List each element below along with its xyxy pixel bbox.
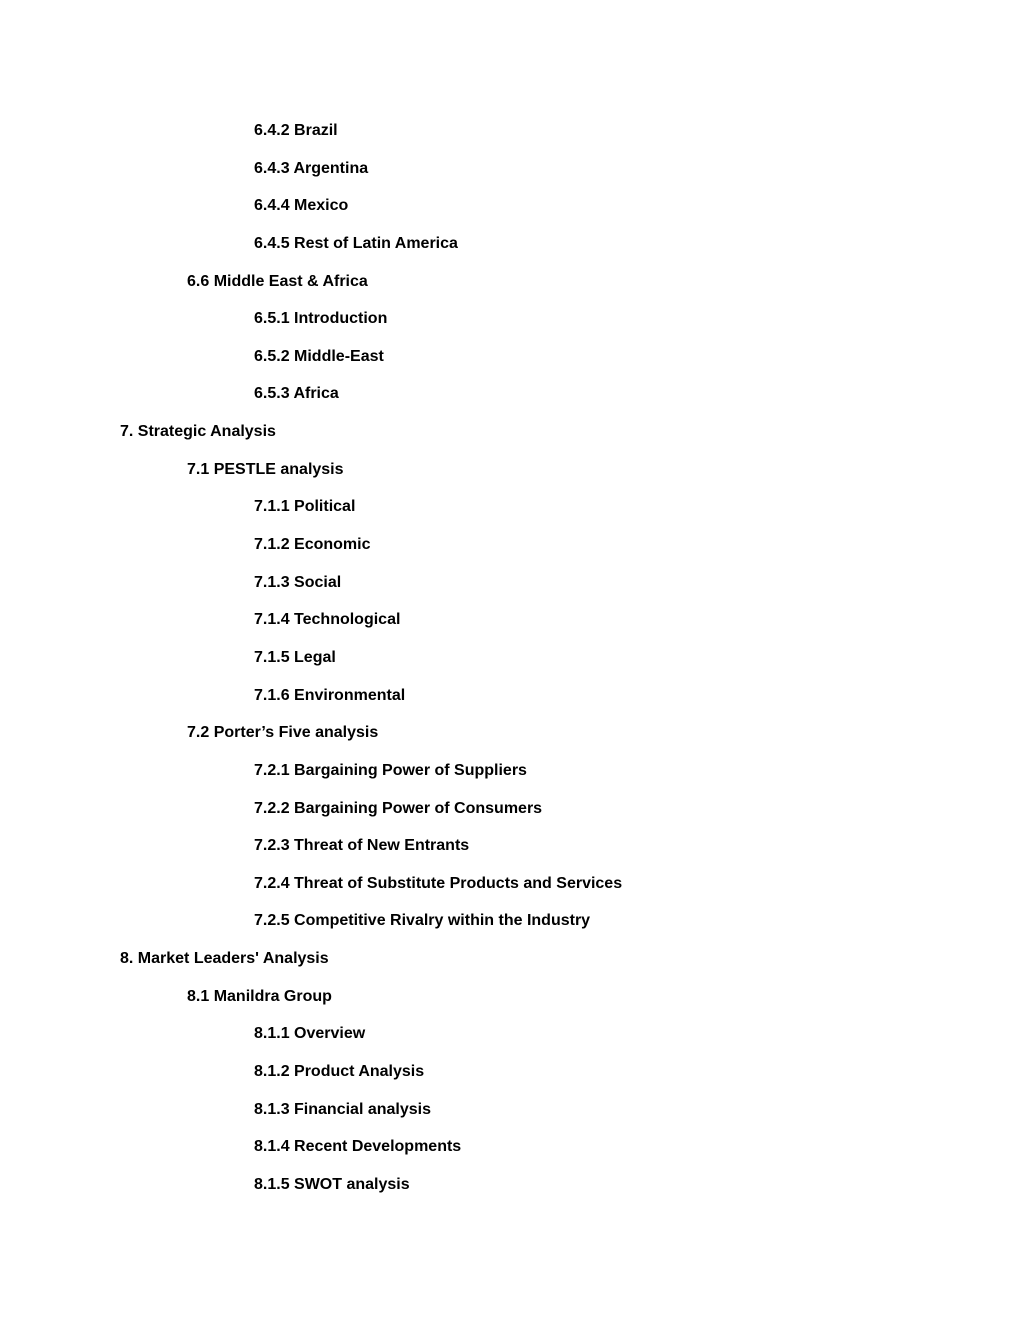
toc-entry-8-1-5: 8.1.5 SWOT analysis — [254, 1175, 410, 1193]
toc-entry-8-1-1: 8.1.1 Overview — [254, 1025, 366, 1043]
toc-entry-7-1-4: 7.1.4 Technological — [254, 611, 401, 629]
toc-entry-7-2-3: 7.2.3 Threat of New Entrants — [254, 837, 470, 855]
toc-entry-8: 8. Market Leaders' Analysis — [120, 950, 329, 968]
toc-entry-7-2-2: 7.2.2 Bargaining Power of Consumers — [254, 799, 543, 817]
toc-entry-8-1-2: 8.1.2 Product Analysis — [254, 1063, 425, 1081]
toc-entry-7-1: 7.1 PESTLE analysis — [187, 460, 344, 478]
toc-entry-8-1: 8.1 Manildra Group — [187, 987, 332, 1005]
toc-entry-6-4-3: 6.4.3 Argentina — [254, 159, 369, 177]
toc-entry-8-1-4: 8.1.4 Recent Developments — [254, 1138, 462, 1156]
toc-entry-7-1-3: 7.1.3 Social — [254, 573, 342, 591]
toc-entry-7-1-5: 7.1.5 Legal — [254, 648, 336, 666]
toc-entry-6-5-1: 6.5.1 Introduction — [254, 310, 388, 328]
toc-entry-6-6: 6.6 Middle East & Africa — [187, 272, 368, 290]
table-of-contents — [0, 117, 1024, 1209]
toc-entry-7-2-4: 7.2.4 Threat of Substitute Products and Services — [254, 874, 623, 892]
toc-entry-7-2-5: 7.2.5 Competitive Rivalry within the Industry — [254, 912, 591, 930]
toc-entry-6-4-5: 6.4.5 Rest of Latin America — [254, 234, 458, 252]
toc-entry-7-1-1: 7.1.1 Political — [254, 498, 356, 516]
toc-entry-6-5-3: 6.5.3 Africa — [254, 385, 339, 403]
toc-entry-7-2: 7.2 Porter’s Five analysis — [187, 724, 379, 742]
toc-entry-7-1-2: 7.1.2 Economic — [254, 536, 371, 554]
toc-entry-7-1-6: 7.1.6 Environmental — [254, 686, 406, 704]
toc-entry-7-2-1: 7.2.1 Bargaining Power of Suppliers — [254, 761, 527, 779]
toc-entry-6-5-2: 6.5.2 Middle-East — [254, 347, 384, 365]
toc-entry-7: 7. Strategic Analysis — [120, 423, 276, 441]
toc-entry-8-1-3: 8.1.3 Financial analysis — [254, 1100, 431, 1118]
toc-entry-6-4-2: 6.4.2 Brazil — [254, 122, 338, 139]
toc-entry-6-4-4: 6.4.4 Mexico — [254, 197, 349, 215]
